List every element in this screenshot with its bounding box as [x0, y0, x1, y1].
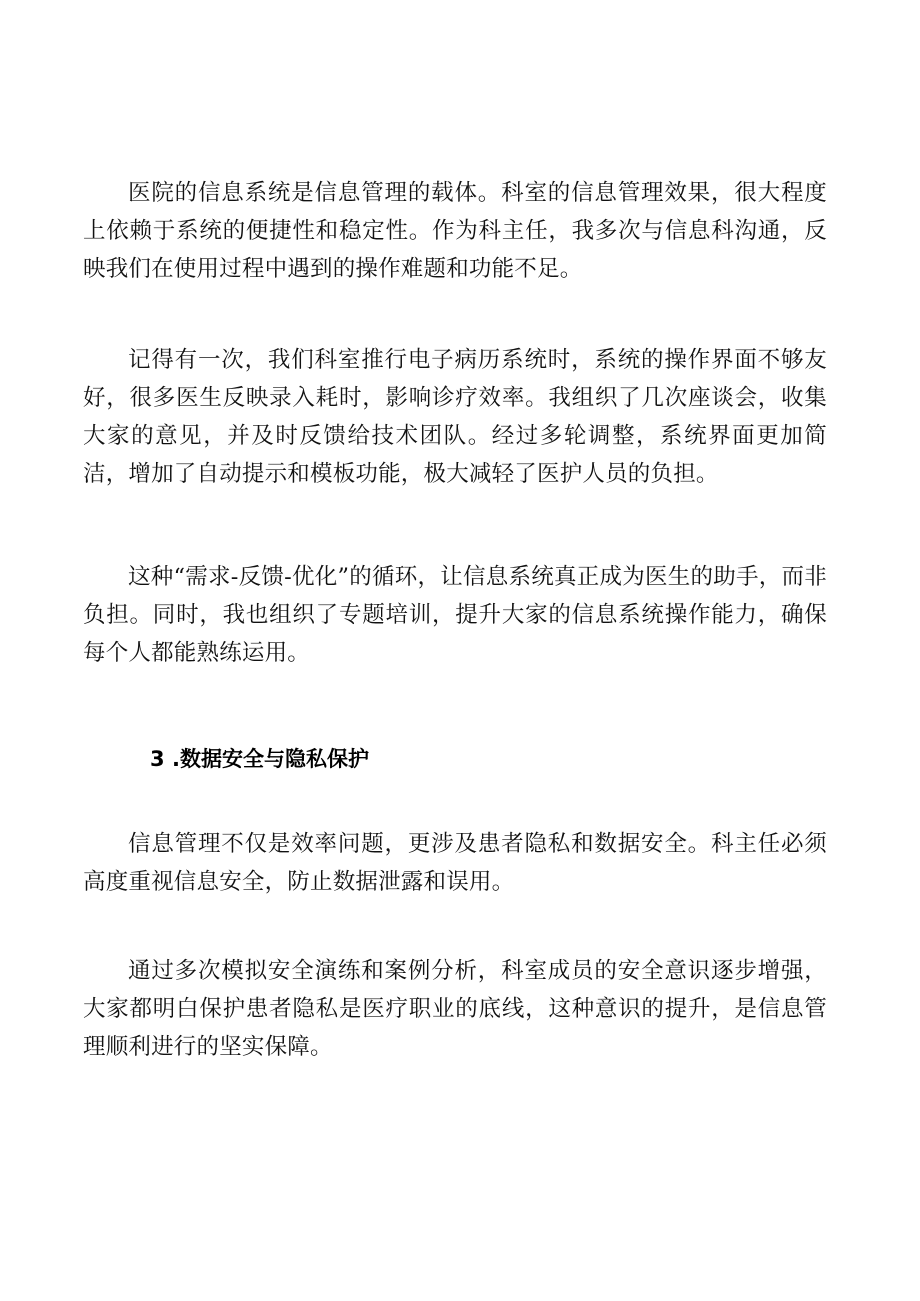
section-number: 3 [150, 747, 165, 771]
section-heading-data-security [150, 742, 369, 776]
paragraph-privacy-importance: 信息管理不仅是效率问题，更涉及患者隐私和数据安全。科主任必须高度重视信息安全，防止数据泄露和误用。 [83, 831, 827, 895]
paragraph-feedback-loop: 这种“需求-反馈-优化”的循环，让信息系统真正成为医生的助手，而非负担。同时，我也组织了专题培训，提升大家的信息系统操作能力，确保每个人都能熟练运用。 [83, 564, 827, 666]
paragraph-information-system-carrier: 医院的信息系统是信息管理的载体。科室的信息管理效果，很大程度上依赖于系统的便捷性和稳定性。作为科主任，我多次与信息科沟通，反映我们在使用过程中遇到的操作难题和功能不足。 [83, 180, 827, 282]
paragraph-emr-system-story: 记得有一次，我们科室推行电子病历系统时，系统的操作界面不够友好，很多医生反映录入耗时，影响诊疗效率。我组织了几次座谈会，收集大家的意见，并及时反馈给技术团队。经过多轮调整，系统界面更加简洁，增加了自动提示和模板功能，极大减轻了医护人员的负担。 [83, 347, 827, 487]
section-title: .数据安全与隐私保护 [172, 747, 369, 771]
paragraph-security-drills: 通过多次模拟安全演练和案例分析，科室成员的安全意识逐步增强，大家都明白保护患者隐私是医疗职业的底线，这种意识的提升，是信息管理顺利进行的坚实保障。 [83, 958, 827, 1060]
